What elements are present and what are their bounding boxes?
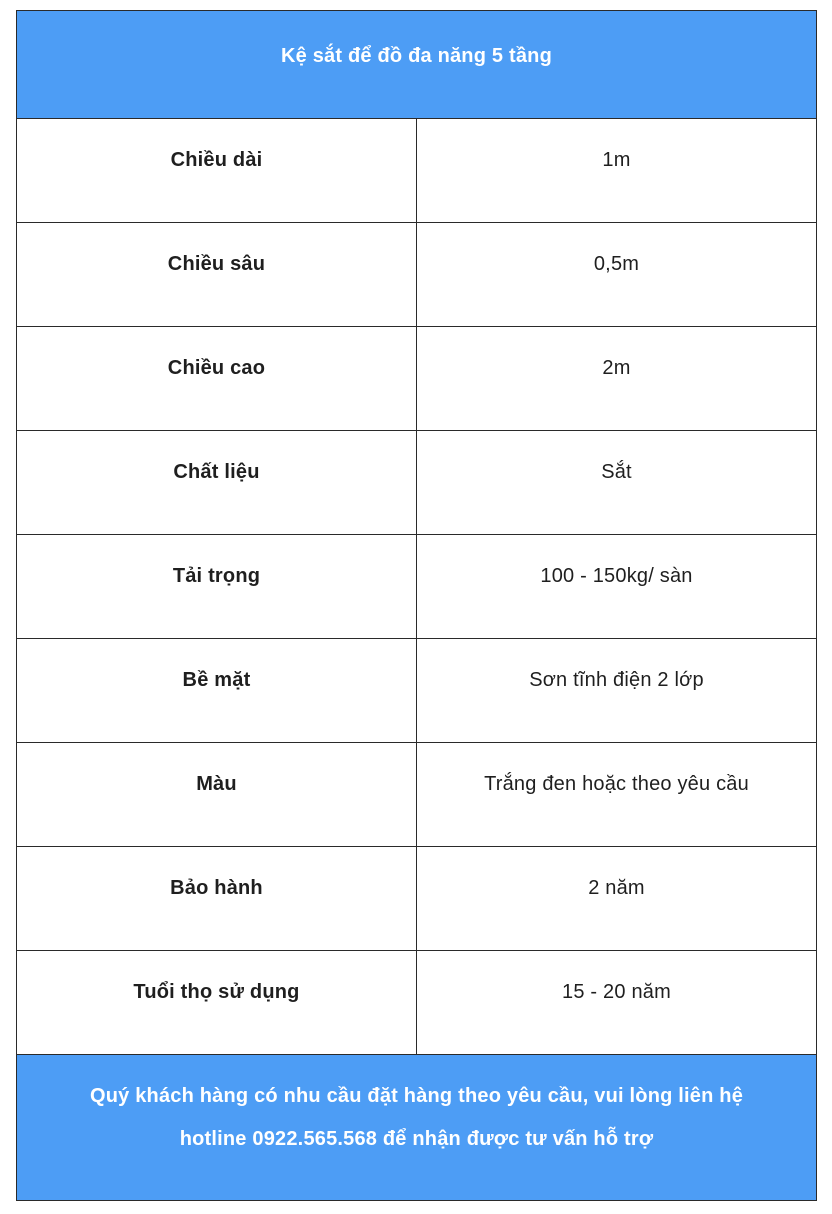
table-header-row (17, 11, 817, 119)
spec-value-lifespan: 15 - 20 năm (417, 951, 817, 1055)
spec-value-depth: 0,5m (417, 223, 817, 327)
spec-label-load: Tải trọng (17, 535, 417, 639)
spec-label-color: Màu (17, 743, 417, 847)
table-row (17, 951, 817, 1055)
table-row (17, 639, 817, 743)
spec-label-warranty: Bảo hành (17, 847, 417, 951)
spec-label-height: Chiều cao (17, 327, 417, 431)
spec-value-material: Sắt (417, 431, 817, 535)
table-row (17, 847, 817, 951)
spec-value-load: 100 - 150kg/ sàn (417, 535, 817, 639)
table-row (17, 119, 817, 223)
contact-note (17, 1055, 817, 1201)
spec-table (16, 10, 817, 1201)
table-row (17, 223, 817, 327)
spec-value-height: 2m (417, 327, 817, 431)
table-footer-row (17, 1055, 817, 1201)
spec-value-surface: Sơn tĩnh điện 2 lớp (417, 639, 817, 743)
contact-note-line2: hotline 0922.565.568 để nhận được tư vấn hỗ trợ (179, 1128, 654, 1150)
table-row (17, 327, 817, 431)
table-title: Kệ sắt để đồ đa năng 5 tầng (17, 11, 817, 119)
spec-value-length: 1m (417, 119, 817, 223)
table-row (17, 535, 817, 639)
spec-label-lifespan: Tuổi thọ sử dụng (17, 951, 417, 1055)
spec-value-warranty: 2 năm (417, 847, 817, 951)
contact-note-line1: Quý khách hàng có nhu cầu đặt hàng theo yêu cầu, vui lòng liên hệ (89, 1085, 744, 1107)
table-row (17, 431, 817, 535)
spec-label-surface: Bề mặt (17, 639, 417, 743)
spec-label-length: Chiều dài (17, 119, 417, 223)
spec-label-depth: Chiều sâu (17, 223, 417, 327)
table-row (17, 743, 817, 847)
spec-label-material: Chất liệu (17, 431, 417, 535)
spec-value-color: Trắng đen hoặc theo yêu cầu (417, 743, 817, 847)
